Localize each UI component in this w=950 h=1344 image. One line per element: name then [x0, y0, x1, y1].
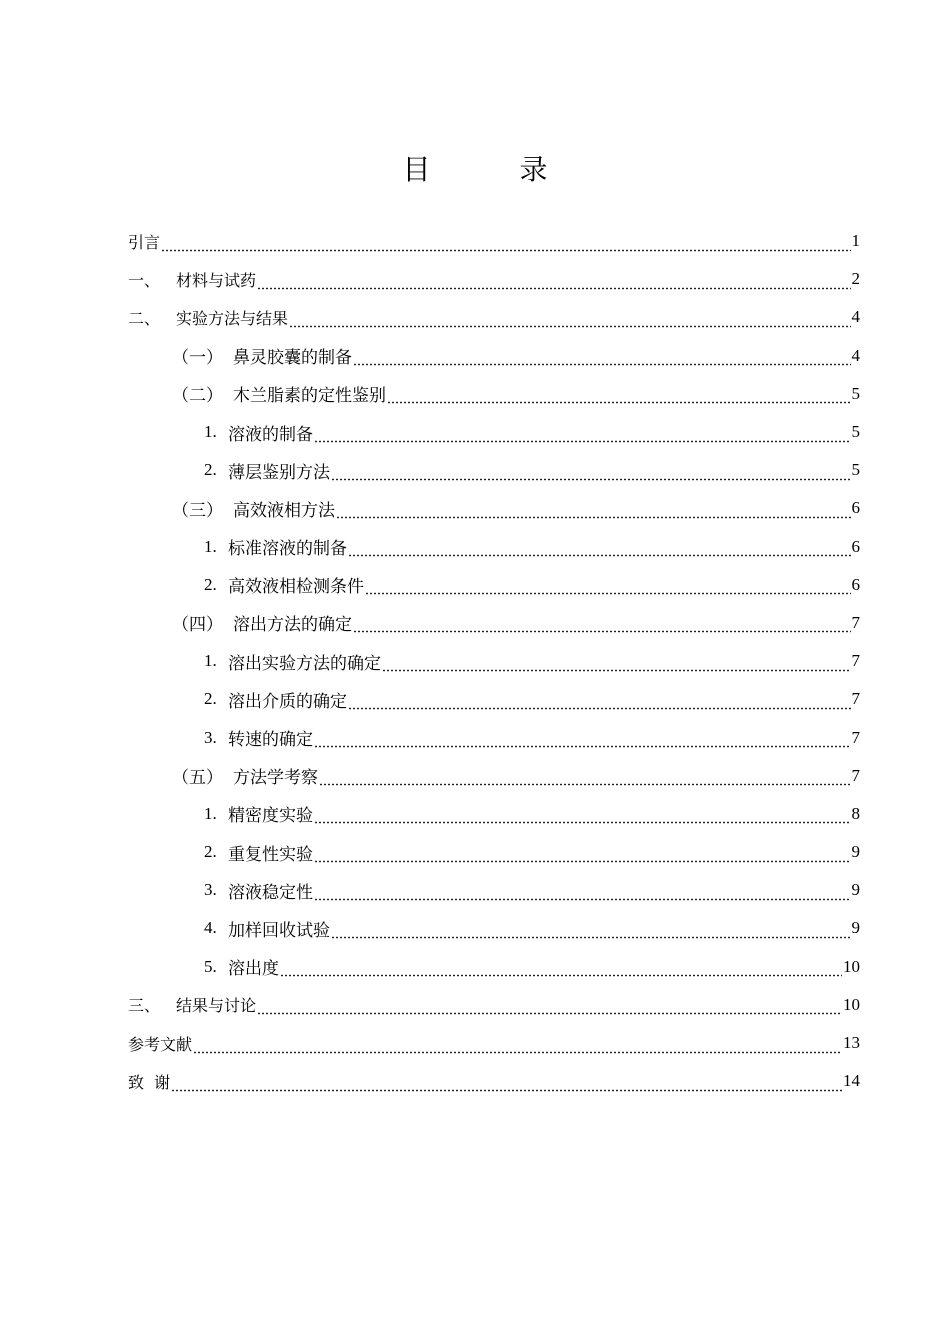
toc-entry-page-number: 7: [851, 689, 860, 709]
toc-entry[interactable]: [128, 604, 860, 642]
toc-entry-page-number: 6: [851, 574, 860, 594]
toc-entry[interactable]: [128, 337, 860, 375]
toc-entry-number: 3.: [204, 880, 217, 900]
toc-entry-label: 精密度实验: [228, 806, 313, 826]
toc-entry[interactable]: [128, 871, 860, 909]
toc-entry[interactable]: [128, 795, 860, 833]
toc-entry-number: （二）: [172, 386, 223, 406]
toc-entry-label: 溶出度: [228, 959, 279, 979]
toc-entry-label: 溶液的制备: [228, 424, 313, 444]
toc-entry-page-number: 7: [851, 612, 860, 632]
toc-entry-page-number: 5: [851, 383, 860, 403]
toc-entry-number: 一、: [128, 270, 161, 290]
toc-entry[interactable]: [128, 986, 860, 1024]
toc-entry-page-number: 5: [851, 422, 860, 442]
toc-entry-page-number: 7: [851, 651, 860, 671]
toc-entry[interactable]: [128, 413, 860, 451]
toc-entry[interactable]: [128, 757, 860, 795]
toc-entry[interactable]: [128, 1024, 860, 1062]
toc-title: 目 录: [402, 153, 588, 186]
toc-entry-label: 重复性实验: [228, 844, 313, 864]
toc-entry-number: 2.: [204, 460, 217, 480]
toc-entry[interactable]: [128, 1062, 860, 1100]
dot-leader: [353, 349, 851, 366]
dot-leader: [257, 998, 842, 1015]
dot-leader: [193, 1037, 842, 1054]
toc-entry[interactable]: [128, 298, 860, 336]
toc-entry-page-number: 9: [851, 842, 860, 862]
toc-entry[interactable]: [128, 375, 860, 413]
toc-entry[interactable]: [128, 528, 860, 566]
toc-entry[interactable]: [128, 718, 860, 756]
toc-entry[interactable]: [128, 260, 860, 298]
dot-leader: [280, 960, 842, 977]
toc-entry-label: 高效液相方法: [233, 500, 335, 520]
toc-entry[interactable]: [128, 451, 860, 489]
dot-leader: [382, 655, 851, 672]
dot-leader: [314, 807, 851, 824]
toc-entry-number: （一）: [172, 348, 223, 368]
toc-entry-page-number: 2: [851, 269, 860, 289]
toc-entry-number: 1.: [204, 651, 217, 671]
toc-entry-label: 溶出方法的确定: [233, 615, 352, 635]
toc-entry[interactable]: [128, 222, 860, 260]
toc-entry-page-number: 10: [843, 994, 860, 1014]
toc-entry-label: 溶液稳定性: [228, 882, 313, 902]
toc-entry-label: 方法学考察: [233, 768, 318, 788]
toc-entry-number: 1.: [204, 536, 217, 556]
toc-entry-page-number: 4: [851, 345, 860, 365]
dot-leader: [331, 922, 851, 939]
toc-entry-page-number: 1: [851, 231, 860, 251]
toc-entry-page-number: 14: [843, 1071, 860, 1091]
toc-entry-number: 3.: [204, 727, 217, 747]
dot-leader: [314, 731, 851, 748]
toc-entry-page-number: 6: [851, 536, 860, 556]
dot-leader: [161, 235, 850, 252]
dot-leader: [314, 846, 851, 863]
toc-entry-page-number: 7: [851, 727, 860, 747]
dot-leader: [336, 502, 851, 519]
toc-entry-number: （四）: [172, 615, 223, 635]
toc-entry[interactable]: [128, 948, 860, 986]
toc-entry-label: 实验方法与结果: [176, 308, 289, 328]
toc-entry-number: 二、: [128, 308, 161, 328]
table-of-contents: [128, 222, 860, 1100]
toc-entry-label: 转速的确定: [228, 730, 313, 750]
dot-leader: [348, 540, 851, 557]
dot-leader: [257, 273, 850, 290]
toc-entry-number: （五）: [172, 768, 223, 788]
toc-entry-number: （三）: [172, 500, 223, 520]
dot-leader: [171, 1075, 842, 1092]
dot-leader: [348, 693, 851, 710]
toc-entry-label: 木兰脂素的定性鉴别: [233, 386, 386, 406]
toc-entry[interactable]: [128, 642, 860, 680]
toc-entry-label: 结果与讨论: [176, 996, 257, 1016]
toc-entry-label: 材料与试药: [176, 270, 257, 290]
toc-entry-page-number: 13: [843, 1033, 860, 1053]
toc-entry-page-number: 9: [851, 918, 860, 938]
toc-entry-page-number: 7: [851, 765, 860, 785]
toc-entry-label: 鼻灵胶囊的制备: [233, 348, 352, 368]
dot-leader: [365, 578, 851, 595]
dot-leader: [289, 311, 850, 328]
toc-entry-number: 4.: [204, 918, 217, 938]
dot-leader: [331, 464, 851, 481]
dot-leader: [319, 769, 851, 786]
dot-leader: [314, 884, 851, 901]
toc-entry-label: 致 谢: [128, 1072, 171, 1092]
toc-entry[interactable]: [128, 566, 860, 604]
toc-entry-page-number: 5: [851, 460, 860, 480]
toc-entry-number: 2.: [204, 689, 217, 709]
toc-entry-page-number: 6: [851, 498, 860, 518]
toc-entry-label: 参考文献: [128, 1034, 193, 1054]
toc-entry-number: 5.: [204, 956, 217, 976]
toc-entry-label: 引言: [128, 232, 161, 252]
toc-entry-number: 1.: [204, 422, 217, 442]
toc-entry-label: 溶出介质的确定: [228, 691, 347, 711]
dot-leader: [387, 387, 851, 404]
toc-entry-number: 2.: [204, 574, 217, 594]
toc-entry[interactable]: [128, 489, 860, 527]
toc-entry-page-number: 4: [851, 307, 860, 327]
toc-entry-number: 1.: [204, 803, 217, 823]
dot-leader: [314, 426, 851, 443]
toc-entry-label: 溶出实验方法的确定: [228, 653, 381, 673]
toc-entry-number: 三、: [128, 996, 161, 1016]
toc-entry[interactable]: [128, 909, 860, 947]
toc-entry[interactable]: [128, 680, 860, 718]
toc-entry-label: 薄层鉴别方法: [228, 462, 330, 482]
toc-entry-number: 2.: [204, 842, 217, 862]
toc-entry-page-number: 10: [843, 956, 860, 976]
toc-entry-label: 标准溶液的制备: [228, 539, 347, 559]
dot-leader: [353, 616, 851, 633]
toc-entry-page-number: 8: [851, 803, 860, 823]
toc-entry[interactable]: [128, 833, 860, 871]
toc-entry-page-number: 9: [851, 880, 860, 900]
toc-entry-label: 高效液相检测条件: [228, 577, 364, 597]
toc-entry-label: 加样回收试验: [228, 920, 330, 940]
